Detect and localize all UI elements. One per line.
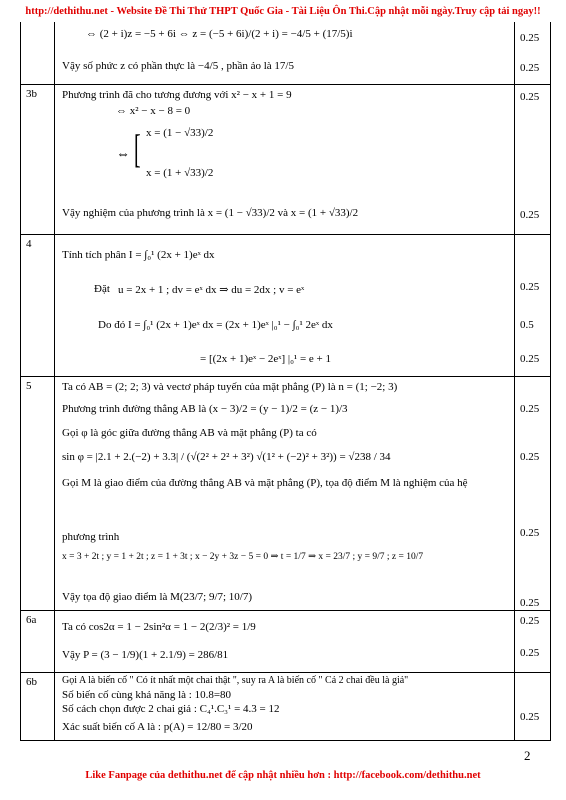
question-id: 6b (26, 676, 37, 688)
question-id: 3b (26, 88, 37, 100)
table-row (20, 672, 551, 741)
table-row (20, 84, 551, 235)
solution-line: Vậy nghiệm của phương trình là x = (1 − √33)/2 và x = (1 + √33)/2 (62, 207, 359, 219)
score: 0.25 (520, 209, 540, 221)
score: 0.25 (520, 451, 540, 463)
solution-line: phương trình (62, 531, 120, 543)
score: 0.25 (520, 711, 540, 723)
solution-line: Vậy P = (3 − 1/9)(1 + 2.1/9) = 286/81 (62, 649, 229, 661)
solution-line: u = 2x + 1 ; dv = eˣ dx ⇒ du = 2dx ; v = eˣ (118, 284, 305, 296)
solution-line: = [(2x + 1)eˣ − 2eˣ] |₀¹ = e + 1 (200, 353, 332, 365)
answer-table (20, 22, 551, 740)
score: 0.25 (520, 91, 540, 103)
solution-line: x = (1 − √33)/2 (146, 127, 214, 139)
solution-line: x = (1 + √33)/2 (146, 167, 214, 179)
page-footer[interactable]: Like Fanpage của dethithu.net để cập nhật nhiều hơn : http://facebook.com/dethithu.net (85, 770, 481, 781)
solution-line: Ta có cos2α = 1 − 2sin²α = 1 − 2(2/3)² = 1/9 (62, 621, 256, 633)
score: 0.25 (520, 281, 540, 293)
solution-line: Gọi M là giao điểm của đường thẳng AB và mặt phẳng (P), tọa độ điểm M là nghiệm của hệ (62, 477, 468, 489)
solution-line: Đặt (94, 283, 110, 295)
solution-line: Vậy số phức z có phần thực là −4/5 , phần ảo là 17/5 (62, 60, 294, 72)
solution-line: ⇔ (2 + i)z = −5 + 6i ⇔ z = (−5 + 6i)/(2 + i) = −4/5 + (17/5)i (86, 28, 353, 40)
solution-line: Ta có AB = (2; 2; 3) và vectơ pháp tuyến của mặt phẳng (P) là n = (1; −2; 3) (62, 381, 398, 393)
score: 0.25 (520, 597, 540, 609)
equivalent-symbol: ⇔ (116, 147, 130, 162)
score: 0.25 (520, 647, 540, 659)
score: 0.25 (520, 32, 540, 44)
question-id: 6a (26, 614, 37, 626)
solution-line: Số biến cố cùng khả năng là : 10.8=80 (62, 689, 232, 701)
score: 0.25 (520, 615, 540, 627)
score: 0.25 (520, 62, 540, 74)
solution-line: Phương trình đã cho tương đương với x² − x + 1 = 9 (62, 89, 292, 101)
score: 0.25 (520, 527, 540, 539)
table-row (20, 610, 551, 673)
solution-line: Do đó I = ∫₀¹ (2x + 1)eˣ dx = (2x + 1)eˣ |₀¹ − ∫₀¹ 2eˣ dx (98, 319, 333, 331)
score: 0.5 (520, 319, 534, 331)
solution-line: Gọi A là biến cố " Có ít nhất một chai thật ", suy ra A là biến cố " Cả 2 chai đều là giả" (62, 675, 409, 686)
score: 0.25 (520, 353, 540, 365)
solution-line: Xác suất biến cố A là : p(A) = 12/80 = 3/20 (62, 721, 253, 733)
solution-line: Gọi φ là góc giữa đường thẳng AB và mặt phẳng (P) ta có (62, 427, 317, 439)
table-row (20, 376, 551, 611)
question-id: 4 (26, 238, 32, 250)
page-number: 2 (524, 748, 531, 763)
system-brace: [ (134, 126, 141, 171)
score: 0.25 (520, 403, 540, 415)
solution-line: Phương trình đường thẳng AB là (x − 3)/2 = (y − 1)/2 = (z − 1)/3 (62, 403, 348, 415)
table-row (20, 22, 551, 84)
solution-line: ⇔ x² − x − 8 = 0 (116, 105, 191, 117)
solution-line: sin φ = |2.1 + 2.(−2) + 3.3| / (√(2² + 2² + 3²) √(1² + (−2)² + 3²)) = √238 / 34 (62, 451, 391, 463)
solution-line: x = 3 + 2t ; y = 1 + 2t ; z = 1 + 3t ; x − 2y + 3z − 5 = 0 ⇒ t = 1/7 ⇒ x = 23/7 ; y = 9/7 ; z = 10/7 (62, 552, 424, 562)
solution-line: Tính tích phân I = ∫₀¹ (2x + 1)eˣ dx (62, 249, 215, 261)
solution-line: Số cách chọn được 2 chai giả : C₄¹.C₃¹ = 4.3 = 12 (62, 703, 280, 715)
table-row (20, 234, 551, 377)
question-id: 5 (26, 380, 32, 392)
page-header[interactable]: http://dethithu.net - Website Đề Thi Thử THPT Quốc Gia - Tài Liệu Ôn Thi.Cập nhật mỗi ngày.Truy cập tải ngay!! (25, 6, 541, 17)
solution-line: Vậy tọa độ giao điểm là M(23/7; 9/7; 10/7) (62, 591, 253, 603)
